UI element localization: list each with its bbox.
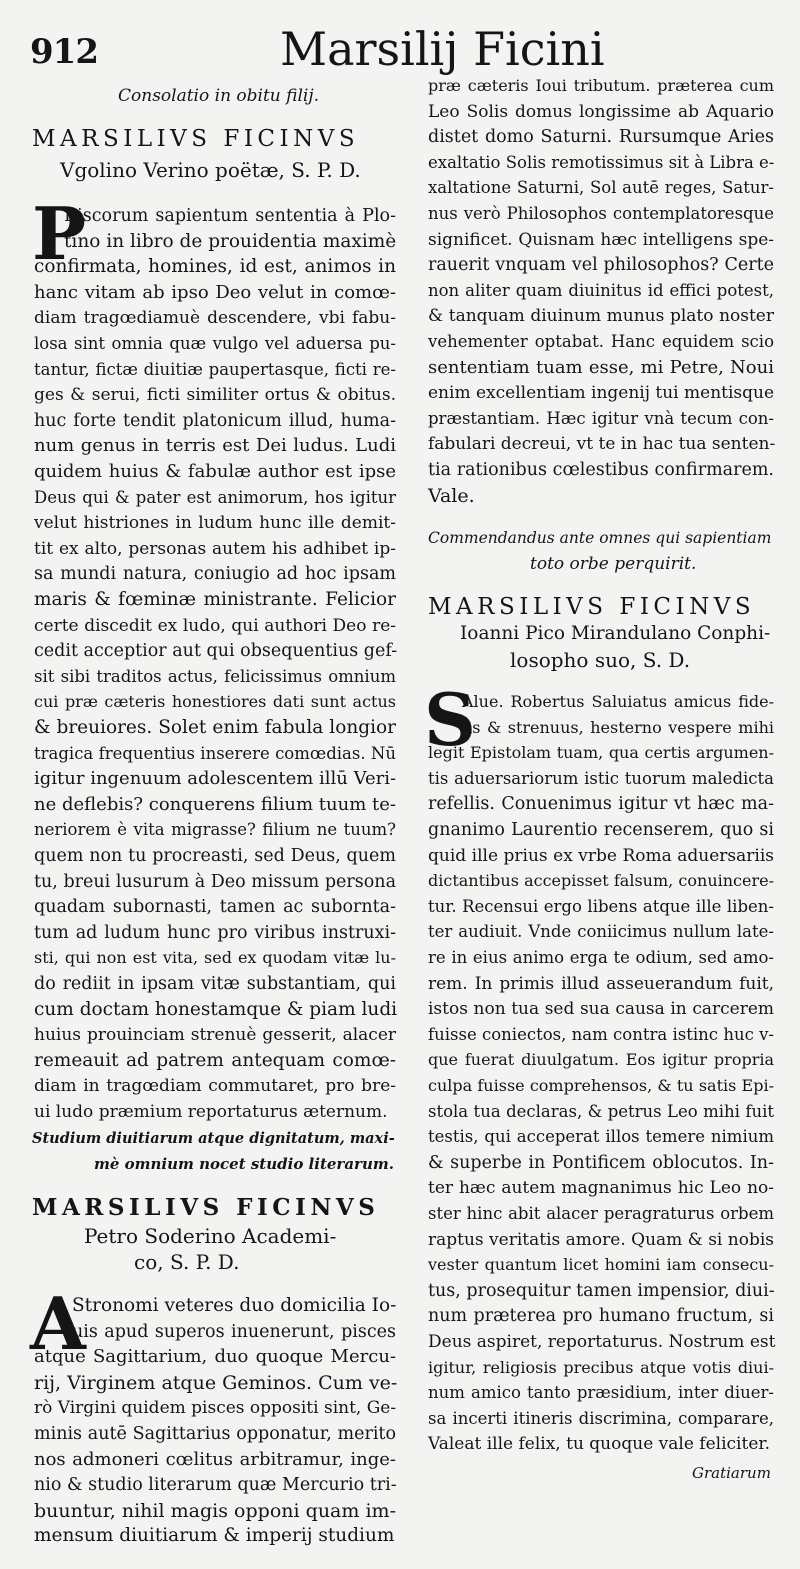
text-line: sa incerti itineris discrimina, comparare, [428,1408,774,1428]
text-line: tino in libro de prouidentia maximè [64,230,397,252]
text-line: quid ille prius ex vrbe Roma aduersariis [428,845,774,866]
text-line: præ cæteris Ioui tributum. præterea cum [428,76,774,95]
section-caption: Consolatio in obitu filij. [118,86,320,106]
text-line: tur. Recensui ergo libens atque ille liben- [428,896,774,916]
section-caption: toto orbe perquirit. [530,554,697,574]
text-line: legit Epistolam tuam, qua certis argumen- [428,743,774,763]
text-line: rij, Virginem atque Geminos. Cum ve- [34,1371,398,1394]
text-line: re in eius animo erga te odium, sed amo- [428,948,774,967]
text-line: tum ad ludum hunc pro viribus instruxi- [34,922,396,943]
text-line: fabulari decreui, vt te in hac tua senten- [428,434,776,455]
text-line: tantur, fictæ diuitiæ paupertasque, ficti re- [34,359,396,379]
text-line: uis apud superos inuenerunt, pisces [72,1321,396,1342]
text-line: neriorem è vita migrasse? filium ne tuum? [34,820,396,840]
text-line: raptus veritatis amore. Quam & si nobis [428,1229,775,1250]
text-line: minis autē Sagittarius opponatur, merito [34,1424,396,1444]
text-line: remeauit ad patrem antequam comœ- [34,1049,396,1071]
text-line: sit sibi traditos actus, felicissimus omnium [34,666,396,686]
drop-cap-initial: S [424,677,476,762]
text-line: losa sint omnia quæ vulgo vel aduersa pu- [34,334,396,353]
text-line: Riscorum sapientum sententia à Plo- [64,206,396,226]
text-line: ster hinc abit alacer peragraturus orbem [428,1204,774,1223]
text-line: velut histriones in ludum hunc ille demit- [34,513,396,534]
text-line: ui ludo præmium reportaturus æternum. [34,1102,388,1122]
text-line: Stronomi veteres duo domicilia Io- [72,1295,397,1316]
text-line: Leo Solis domus longissime ab Aquario [428,101,774,122]
text-line: gnanimo Laurentio recenserem, quo si [428,820,774,840]
page-number: 912 [30,32,98,72]
text-line: diam tragœdiamuè descendere, vbi fabu- [34,308,396,329]
text-line: nus verò Philosophos contemplatoresque [428,204,774,223]
text-line: stola tua declaras, & petrus Leo mihi fuit [428,1101,774,1121]
text-line: xaltatione Saturni, Sol autē reges, Satur- [428,178,774,198]
text-line: tragica frequentius inserere comœdias. Nū [34,743,396,763]
text-line: ter audiuit. Vnde coniicimus nullum late- [428,922,774,942]
text-line: refellis. Conuenimus igitur vt hæc ma- [428,794,774,815]
text-line: buuntur, nihil magis opponi quam im- [34,1499,396,1522]
text-line: præstantiam. Hæc igitur vnà tecum con- [428,408,774,428]
drop-cap-initial: A [30,1281,86,1366]
text-line: dictantibus accepisset falsum, conuincere- [428,871,774,891]
text-line: ges & serui, ficti similiter ortus & obitus. [34,385,396,406]
text-line: culpa fuisse comprehensos, & tu satis Epi- [428,1076,774,1095]
text-line: igitur, religiosis precibus atque votis diui- [428,1357,774,1377]
letter-recipient: losopho suo, S. D. [510,648,691,672]
section-caption: Studium diuitiarum atque dignitatum, maxi- [32,1130,395,1147]
letter-recipient: Petro Soderino Academi- [84,1224,337,1248]
text-line: num præterea pro humano fructum, si [428,1306,774,1327]
letter-sender: MARSILIVS FICINVS [32,1194,380,1221]
text-line: exaltatio Solis remotissimus sit à Libra e- [428,152,775,172]
text-line: cum doctam honestamque & piam ludi [34,998,398,1020]
text-line: tit ex alto, personas autem his adhibet ip- [34,538,396,559]
text-line: tus, prosequitur tamen impensior, diui- [428,1280,775,1301]
text-line: lis & strenuus, hesterno vespere mihi [462,717,774,737]
letter-recipient: Ioanni Pico Mirandulano Conphi- [460,623,771,644]
text-line: hanc vitam ab ipso Deo velut in comœ- [34,281,396,303]
text-line: & superbe in Pontificem oblocutos. In- [428,1152,774,1173]
text-line: igitur ingenuum adolescentem illū Veri- [34,768,397,790]
text-line: quem non tu procreasti, sed Deus, quem [34,846,396,866]
text-line: Deus qui & pater est animorum, hos igitur [34,487,396,507]
text-line: confirmata, homines, id est, animos in [34,256,396,278]
text-line: que fuerat diuulgatum. Eos igitur propria [428,1050,774,1070]
text-line: sti, qui non est vita, sed ex quodam vitæ lu- [34,948,396,968]
text-line: Vale. [428,484,475,507]
text-line: huc forte tendit platonicum illud, huma- [34,410,396,431]
text-line: sa mundi natura, coniugio ad hoc ipsam [34,564,396,585]
text-line: cedit acceptior aut qui obsequentius gef- [34,641,398,662]
text-line: vester quantum licet homini iam consecu- [428,1255,774,1275]
text-line: diam in tragœdiam commutaret, pro bre- [34,1076,396,1097]
text-line: rem. In primis illud asseuerandum fuit, [428,973,774,994]
text-line: rò Virgini quidem pisces oppositi sint, Ge- [34,1398,397,1419]
text-line: & tanquam diuinum munus plato noster [428,306,774,327]
section-caption: mè omnium nocet studio literarum. [94,1155,394,1173]
text-line: distet domo Saturni. Rursumque Aries [428,127,774,148]
text-line: num genus in terris est Dei ludus. Ludi [34,435,396,457]
letter-recipient: co, S. P. D. [134,1250,240,1274]
text-line: Valeat ille felix, tu quoque vale feliciter. [428,1434,771,1455]
text-line: ter hæc autem magnanimus hic Leo no- [428,1178,774,1199]
text-line: vehementer optabat. Hanc equidem scio [428,332,774,351]
text-line: Deus aspiret, reportaturus. Nostrum est [428,1332,776,1352]
text-line: num amico tanto præsidium, inter diuer- [428,1383,774,1403]
text-line: significet. Quisnam hæc intelligens spe- [428,229,774,250]
text-line: ne deflebis? conquerens filium tuum te- [34,793,396,815]
text-line: enim excellentiam ingenij tui mentisque [428,383,775,404]
letter-recipient: Vgolino Verino poëtæ, S. P. D. [60,158,361,182]
text-line: nio & studio literarum quæ Mercurio tri- [34,1475,397,1496]
text-line: nos admoneri cœlitus arbitramur, inge- [34,1448,396,1470]
text-line: mensum diuitiarum & imperij studium [34,1525,395,1547]
section-caption: Commendandus ante omnes qui sapientiam [428,529,772,547]
text-line: tia rationibus cœlestibus confirmarem. [428,460,774,480]
text-line: certe discedit ex ludo, qui authori Deo re- [34,615,396,636]
text-line: & breuiores. Solet enim fabula longior [34,717,396,738]
drop-cap-initial: P [32,191,87,276]
text-line: fuisse coniectos, nam contra istinc huc v- [428,1024,774,1044]
text-line: non aliter quam diuinitus id effici potest, [428,280,774,300]
running-title: Marsilij Ficini [280,22,605,76]
text-line: rauerit vnquam vel philosophos? Certe [428,255,774,276]
text-line: testis, qui acceperat illos temere nimium [428,1127,774,1147]
text-line: cui præ cæteris honestiores dati sunt actus [34,692,396,712]
text-line: quidem huius & fabulæ author est ipse [34,461,396,482]
text-line: Alue. Robertus Saluiatus amicus fide- [462,692,774,711]
text-line: do rediit in ipsam vitæ substantiam, qui [34,974,396,994]
page-header [0,18,800,78]
text-line: tis aduersariorum istic tuorum maledicta [428,768,774,788]
text-line: sententiam tuam esse, mi Petre, Noui [428,356,774,378]
text-line: maris & fœminæ ministrante. Felicior [34,589,396,610]
text-line: atque Sagittarium, duo quoque Mercu- [34,1346,396,1368]
text-line: istos non tua sed sua causa in carcerem [428,999,774,1020]
catchword: Gratiarum [692,1464,771,1482]
letter-sender: MARSILIVS FICINVS [32,126,360,152]
text-line: tu, breui lusurum à Deo missum persona [34,871,396,892]
letter-sender: MARSILIVS FICINVS [428,594,756,620]
text-line: quadam subornasti, tamen ac subornta- [34,897,396,918]
text-line: huius prouinciam strenuè gesserit, alacer [34,1025,396,1046]
